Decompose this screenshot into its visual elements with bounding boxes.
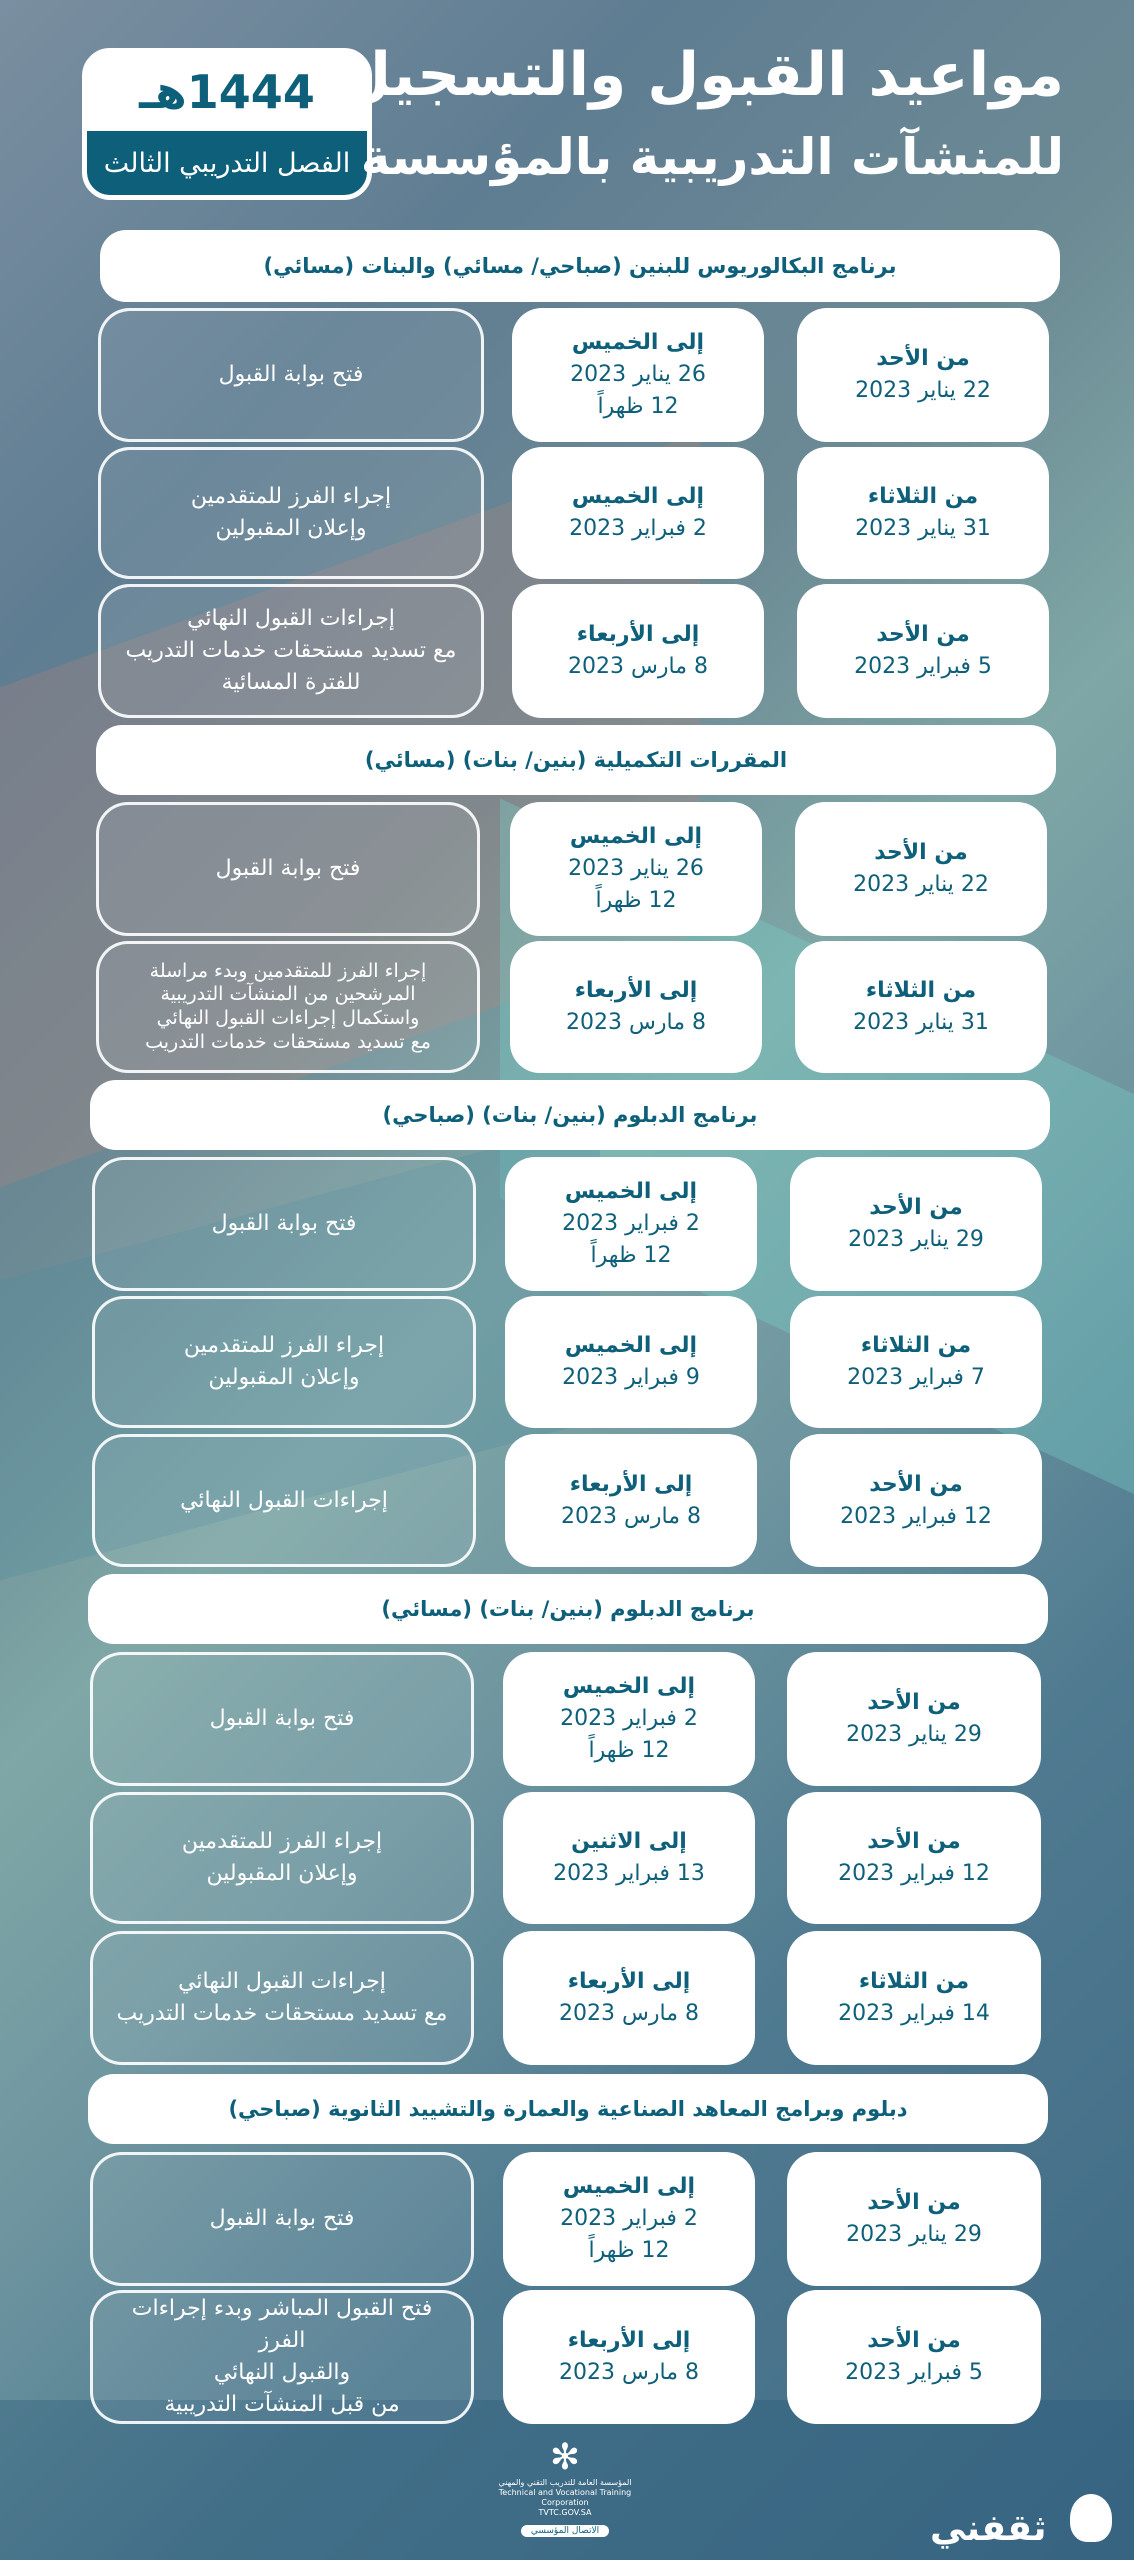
action-cell	[90, 1931, 474, 2065]
action-cell	[90, 1792, 474, 1924]
org-emblem-icon: ✻	[549, 2437, 581, 2478]
cell-line: 29 يناير 2023	[846, 1722, 982, 1747]
cell-line: وإعلان المقبولين	[215, 516, 367, 541]
cell-line: 5 فبراير 2023	[854, 654, 992, 679]
cell-line: إلى الأربعاء	[569, 1471, 693, 1497]
org-name-ar: المؤسسة العامة للتدريب التقني والمهني	[498, 2478, 632, 2487]
cell-line: إلى الخميس	[564, 1333, 698, 1359]
cell-line: إجراء الفرز للمتقدمين	[181, 1829, 383, 1855]
cell-line: 29 يناير 2023	[846, 2222, 982, 2247]
year-badge	[82, 48, 372, 200]
cell-line: من الأحد	[867, 1690, 961, 1716]
start-date-cell	[795, 802, 1047, 936]
cell-line: إجراء الفرز للمتقدمين	[183, 1333, 385, 1359]
cell-line: من الثلاثاء	[858, 1969, 970, 1995]
cell-line: فتح بوابة القبول	[218, 362, 364, 388]
site-brand: ثقفني	[930, 2508, 1047, 2549]
start-date-cell	[790, 1157, 1042, 1291]
page-title: مواعيد القبول والتسجيل	[339, 40, 1064, 110]
end-date-cell	[510, 802, 762, 936]
cell-line: من الأحد	[874, 840, 968, 866]
year-label: 1444هـ	[139, 65, 315, 119]
cell-line: من الثلاثاء	[865, 978, 977, 1004]
end-date-cell	[512, 308, 764, 442]
end-date-cell	[503, 2290, 755, 2424]
end-date-cell	[503, 1652, 755, 1786]
action-cell	[96, 802, 480, 936]
cell-line: 8 مارس 2023	[566, 1010, 706, 1035]
cell-line: 22 يناير 2023	[855, 378, 991, 403]
action-cell	[92, 1157, 476, 1291]
cell-line: إلى الخميس	[571, 484, 705, 510]
action-cell	[90, 1652, 474, 1786]
cell-line: وإعلان المقبولين	[206, 1861, 358, 1886]
end-date-cell	[512, 447, 764, 579]
end-date-cell	[503, 1792, 755, 1924]
cell-line: إجراء الفرز للمتقدمين	[190, 484, 392, 510]
cell-line: وإعلان المقبولين	[208, 1365, 360, 1390]
cell-line: 26 يناير 2023	[570, 362, 706, 388]
cell-line: 26 يناير 2023	[568, 856, 704, 882]
cell-line: 8 مارس 2023	[559, 2001, 699, 2026]
org-tag: الاتصال المؤسسي	[521, 2525, 609, 2537]
cell-line: من الأحد	[876, 346, 970, 372]
end-date-cell	[503, 1931, 755, 2065]
cell-line: إلى الأربعاء	[567, 2328, 691, 2354]
cell-line: 12 فبراير 2023	[840, 1503, 992, 1529]
cell-line: من الثلاثاء	[860, 1333, 972, 1359]
page-subtitle: للمنشآت التدريبية بالمؤسسة	[360, 128, 1064, 186]
cell-line: من الأحد	[869, 1471, 963, 1497]
action-cell	[96, 941, 480, 1073]
cell-line: إلى الاثنين	[571, 1829, 687, 1855]
cell-line: إلى الخميس	[562, 1674, 696, 1700]
cell-line: فتح بوابة القبول	[209, 2206, 355, 2232]
cell-line: 12 ظهراً	[588, 2237, 670, 2263]
lightbulb-icon	[1070, 2494, 1112, 2542]
cell-line: فتح بوابة القبول	[209, 1706, 355, 1732]
cell-line: من الأحد	[867, 2190, 961, 2216]
cell-line: 2 فبراير 2023	[560, 2206, 698, 2232]
section-title: برنامج الدبلوم (بنين/ بنات) (صباحي)	[90, 1080, 1050, 1150]
action-cell	[98, 308, 484, 442]
start-date-cell	[797, 584, 1049, 718]
start-date-cell	[787, 1931, 1041, 2065]
action-cell	[90, 2152, 474, 2286]
cell-line: 12 ظهراً	[597, 393, 679, 419]
cell-line: من الأحد	[867, 2328, 961, 2354]
cell-line: 2 فبراير 2023	[560, 1706, 698, 1732]
action-cell	[98, 447, 484, 579]
action-cell	[92, 1296, 476, 1428]
cell-line: 31 يناير 2023	[855, 516, 991, 541]
action-cell	[92, 1434, 476, 1567]
cell-line: إلى الأربعاء	[574, 978, 698, 1004]
cell-line: للفترة المسائية	[221, 669, 361, 695]
section-title: المقررات التكميلية (بنين/ بنات) (مسائي)	[96, 725, 1056, 795]
cell-line: مع تسديد مستحقات خدمات التدريب	[116, 2001, 448, 2026]
cell-line: فتح بوابة القبول	[215, 856, 361, 882]
cell-line: إلى الخميس	[569, 824, 703, 850]
start-date-cell	[797, 447, 1049, 579]
cell-line: 8 مارس 2023	[559, 2360, 699, 2385]
start-date-cell	[787, 2290, 1041, 2424]
cell-line: 13 فبراير 2023	[553, 1861, 705, 1886]
cell-line: إلى الخميس	[571, 330, 705, 356]
action-cell	[98, 584, 484, 718]
cell-line: من قبل المنشآت التدريبية	[164, 2391, 400, 2417]
cell-line: 5 فبراير 2023	[845, 2360, 983, 2385]
cell-line: إجراءات القبول النهائي	[187, 606, 395, 632]
cell-line: المرشحين من المنشآت التدريبية	[160, 983, 416, 1006]
cell-line: 7 فبراير 2023	[847, 1365, 985, 1390]
cell-line: 8 مارس 2023	[561, 1503, 701, 1529]
org-logo	[490, 2438, 640, 2548]
end-date-cell	[512, 584, 764, 718]
cell-line: 9 فبراير 2023	[562, 1365, 700, 1390]
term-label: الفصل التدريبي الثالث	[87, 131, 367, 195]
page-header	[0, 0, 1134, 220]
start-date-cell	[797, 308, 1049, 442]
cell-line: من الأحد	[867, 1829, 961, 1855]
action-cell	[90, 2290, 474, 2424]
cell-line: إلى الخميس	[564, 1179, 698, 1205]
cell-line: فتح بوابة القبول	[211, 1211, 357, 1237]
start-date-cell	[787, 1792, 1041, 1924]
cell-line: 12 ظهراً	[590, 1242, 672, 1268]
cell-line: 2 فبراير 2023	[562, 1211, 700, 1237]
start-date-cell	[790, 1434, 1042, 1567]
cell-line: والقبول النهائي	[213, 2360, 351, 2385]
cell-line: 12 ظهراً	[588, 1737, 670, 1763]
cell-line: مع تسديد مستحقات خدمات التدريب	[145, 1030, 431, 1053]
cell-line: إلى الأربعاء	[567, 1969, 691, 1995]
cell-line: إجراء الفرز للمتقدمين وبدء مراسلة	[149, 959, 427, 982]
start-date-cell	[787, 1652, 1041, 1786]
end-date-cell	[505, 1434, 757, 1567]
cell-line: مع تسديد مستحقات خدمات التدريب	[125, 638, 457, 664]
cell-line: 31 يناير 2023	[853, 1010, 989, 1035]
cell-line: 12 ظهراً	[595, 887, 677, 913]
cell-line: إلى الخميس	[562, 2174, 696, 2200]
org-website: TVTC.GOV.SA	[538, 2508, 592, 2517]
start-date-cell	[790, 1296, 1042, 1428]
end-date-cell	[503, 2152, 755, 2286]
cell-line: 8 مارس 2023	[568, 654, 708, 679]
cell-line: 22 يناير 2023	[853, 872, 989, 897]
section-title: برنامج البكالوريوس للبنين (صباحي/ مسائي) والبنات (مسائي)	[100, 230, 1060, 302]
org-name-en: Technical and Vocational Training Corporation	[498, 2488, 632, 2507]
cell-line: من الأحد	[876, 622, 970, 648]
start-date-cell	[787, 2152, 1041, 2286]
cell-line: من الأحد	[869, 1195, 963, 1221]
cell-line: إجراءات القبول النهائي	[180, 1487, 388, 1513]
end-date-cell	[505, 1157, 757, 1291]
cell-line: 14 فبراير 2023	[838, 2001, 990, 2026]
cell-line: واستكمال إجراءات القبول النهائي	[156, 1007, 420, 1029]
end-date-cell	[505, 1296, 757, 1428]
cell-line: 2 فبراير 2023	[569, 516, 707, 541]
cell-line: إجراءات القبول النهائي	[178, 1969, 386, 1995]
cell-line: فتح القبول المباشر وبدء إجراءات الفرز	[131, 2296, 433, 2354]
end-date-cell	[510, 941, 762, 1073]
section-title: برنامج الدبلوم (بنين/ بنات) (مسائي)	[88, 1574, 1048, 1644]
cell-line: 12 فبراير 2023	[838, 1861, 990, 1886]
section-title: دبلوم وبرامج المعاهد الصناعية والعمارة والتشييد الثانوية (صباحي)	[88, 2074, 1048, 2144]
cell-line: إلى الأربعاء	[576, 622, 700, 648]
cell-line: من الثلاثاء	[867, 484, 979, 510]
start-date-cell	[795, 941, 1047, 1073]
cell-line: 29 يناير 2023	[848, 1227, 984, 1252]
